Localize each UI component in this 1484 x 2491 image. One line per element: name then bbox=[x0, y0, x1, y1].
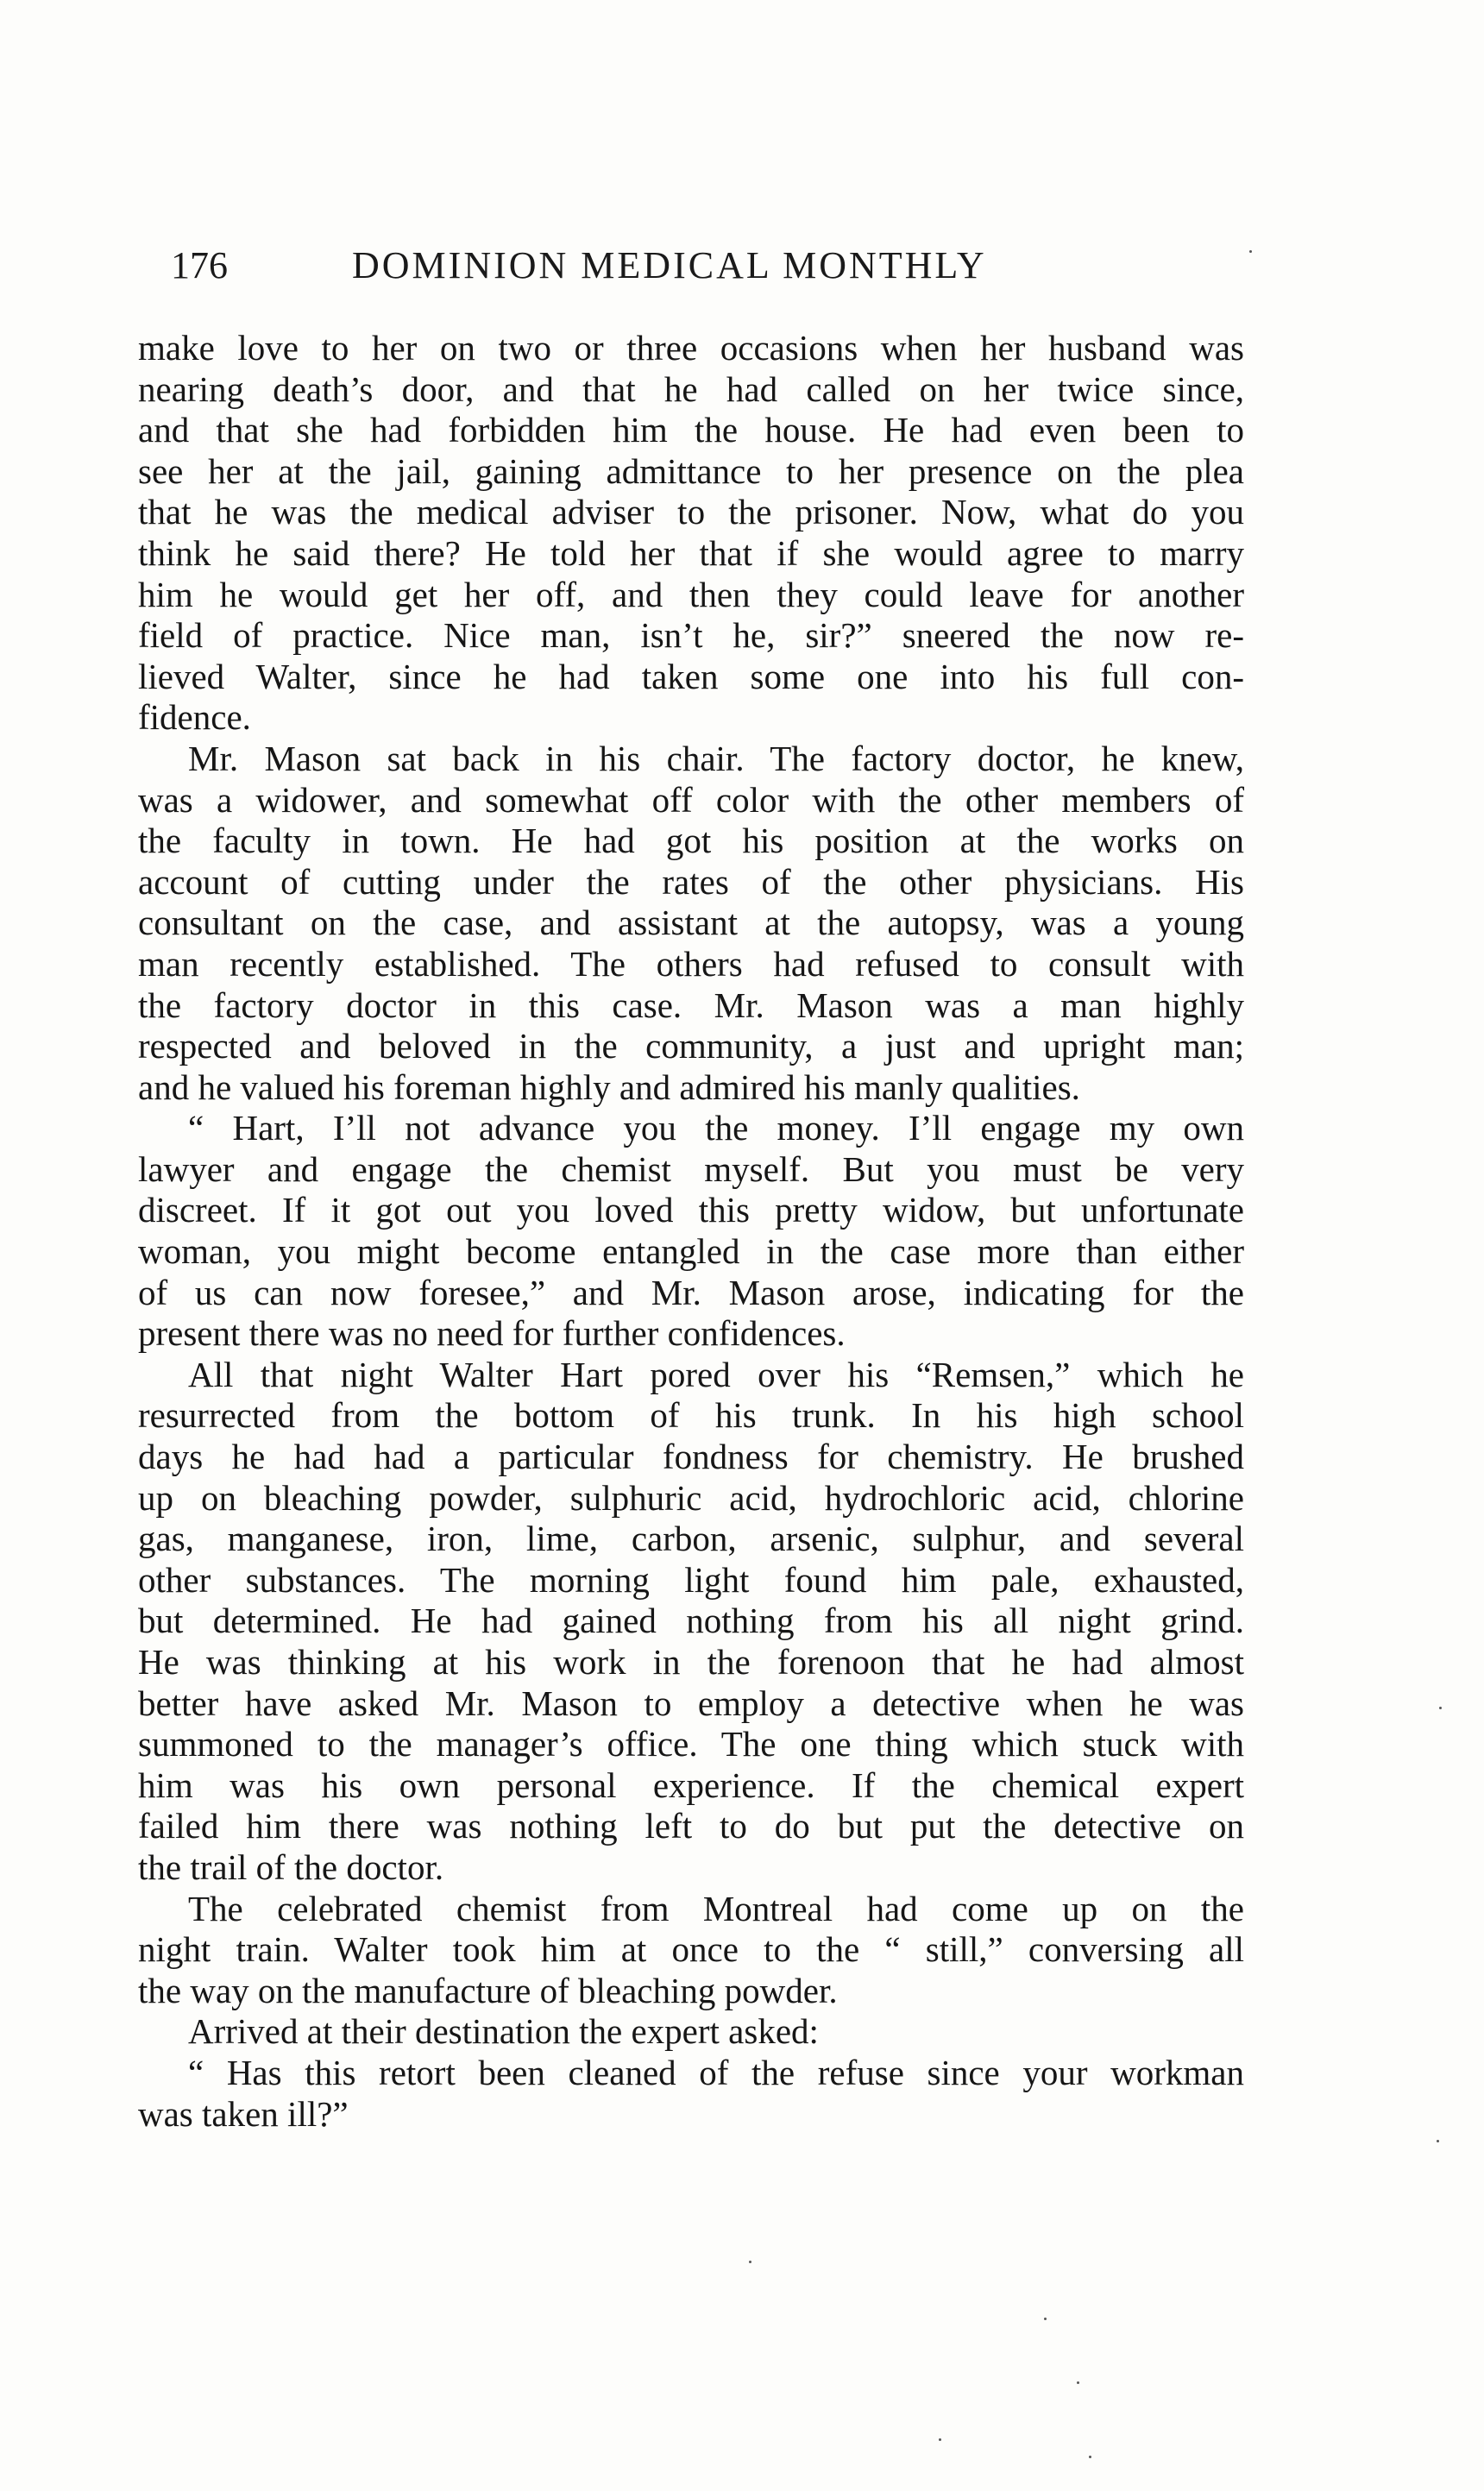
page-number: 176 bbox=[171, 244, 228, 286]
text-line: the faculty in town. He had got his position at the works on bbox=[138, 821, 1244, 861]
text-line: see her at the jail, gaining admittance to her presence on the plea bbox=[138, 450, 1244, 491]
page-header bbox=[171, 231, 1262, 300]
text-line: He was thinking at his work in the forenoon that he had almost bbox=[138, 1642, 1244, 1682]
text-line: up on bleaching powder, sulphuric acid, hydrochloric acid, chlorine bbox=[138, 1477, 1244, 1518]
text-line: and that she had forbidden him the house. He had even been to bbox=[138, 410, 1244, 450]
text-line: Arrived at their destination the expert asked: bbox=[188, 2011, 819, 2052]
text-line: fidence. bbox=[138, 697, 251, 738]
text-line: The celebrated chemist from Montreal had come up on the bbox=[188, 1888, 1244, 1928]
text-line: nearing death’s door, and that he had called on her twice since, bbox=[138, 368, 1244, 409]
text-line: the factory doctor in this case. Mr. Mason was a man highly bbox=[138, 984, 1244, 1025]
scan-speck bbox=[1089, 2456, 1091, 2458]
scan-speck bbox=[1044, 2318, 1047, 2320]
text-line: was taken ill?” bbox=[138, 2093, 349, 2134]
scan-speck bbox=[749, 2261, 751, 2263]
text-line: discreet. If it got out you loved this pretty widow, but unfortunate bbox=[138, 1190, 1244, 1230]
text-line: “ Hart, I’ll not advance you the money. I’ll engage my own bbox=[188, 1108, 1244, 1148]
text-line: the way on the manufacture of bleaching powder. bbox=[138, 1970, 838, 2010]
text-line: think he said there? He told her that if she would agree to marry bbox=[138, 532, 1244, 573]
text-line: Mr. Mason sat back in his chair. The factory doctor, he knew, bbox=[188, 738, 1244, 778]
text-line: “ Has this retort been cleaned of the refuse since your workman bbox=[188, 2052, 1244, 2092]
text-line: man recently established. The others had refused to consult with bbox=[138, 943, 1244, 984]
text-line: other substances. The morning light found him pale, exhausted, bbox=[138, 1559, 1244, 1600]
text-line: the trail of the doctor. bbox=[138, 1846, 444, 1887]
paragraph-5 bbox=[138, 1889, 1244, 2012]
body-text bbox=[138, 328, 1244, 2135]
text-line: gas, manganese, iron, lime, carbon, arsenic, sulphur, and several bbox=[138, 1519, 1244, 1559]
paragraph-4 bbox=[138, 1355, 1244, 1889]
paragraph-3 bbox=[138, 1108, 1244, 1355]
text-line: field of practice. Nice man, isn’t he, sir?” sneered the now re- bbox=[138, 615, 1244, 656]
text-line: him he would get her off, and then they could leave for another bbox=[138, 574, 1244, 614]
text-line: resurrected from the bottom of his trunk. In his high school bbox=[138, 1395, 1244, 1436]
scan-speck bbox=[939, 2438, 941, 2441]
text-line: of us can now foresee,” and Mr. Mason arose, indicating for the bbox=[138, 1272, 1244, 1312]
scan-speck bbox=[1437, 2140, 1439, 2142]
text-line: account of cutting under the rates of the other physicians. His bbox=[138, 861, 1244, 902]
scan-speck bbox=[1439, 1707, 1442, 1709]
text-line: consultant on the case, and assistant at the autopsy, was a young bbox=[138, 903, 1244, 943]
text-line: failed him there was nothing left to do but put the detective on bbox=[138, 1806, 1244, 1846]
text-line: lawyer and engage the chemist myself. But you must be very bbox=[138, 1148, 1244, 1189]
paragraph-1 bbox=[138, 328, 1244, 739]
text-line: was a widower, and somewhat off color with the other members of bbox=[138, 779, 1244, 820]
paragraph-2 bbox=[138, 739, 1244, 1108]
scan-speck bbox=[1249, 250, 1252, 253]
text-line: better have asked Mr. Mason to employ a detective when he was bbox=[138, 1683, 1244, 1723]
text-line: summoned to the manager’s office. The one thing which stuck with bbox=[138, 1724, 1244, 1764]
text-line: but determined. He had gained nothing from his all night grind. bbox=[138, 1601, 1244, 1641]
text-line: respected and beloved in the community, a just and upright man; bbox=[138, 1026, 1244, 1066]
scan-speck bbox=[1077, 2381, 1079, 2384]
paragraph-6 bbox=[138, 2011, 1244, 2053]
text-line: make love to her on two or three occasions when her husband was bbox=[138, 328, 1244, 368]
text-line: present there was no need for further confidences. bbox=[138, 1313, 846, 1354]
text-line: woman, you might become entangled in the case more than either bbox=[138, 1231, 1244, 1272]
text-line: lieved Walter, since he had taken some one into his full con- bbox=[138, 656, 1244, 696]
text-line: that he was the medical adviser to the prisoner. Now, what do you bbox=[138, 492, 1244, 532]
text-line: him was his own personal experience. If the chemical expert bbox=[138, 1764, 1244, 1805]
text-line: night train. Walter took him at once to the “ still,” conversing all bbox=[138, 1929, 1244, 1970]
text-line: All that night Walter Hart pored over his “Remsen,” which he bbox=[188, 1354, 1244, 1394]
text-line: days he had had a particular fondness for chemistry. He brushed bbox=[138, 1437, 1244, 1477]
text-line: and he valued his foreman highly and admired his manly qualities. bbox=[138, 1066, 1080, 1107]
paragraph-7 bbox=[138, 2053, 1244, 2135]
running-head: DOMINION MEDICAL MONTHLY bbox=[352, 244, 987, 286]
